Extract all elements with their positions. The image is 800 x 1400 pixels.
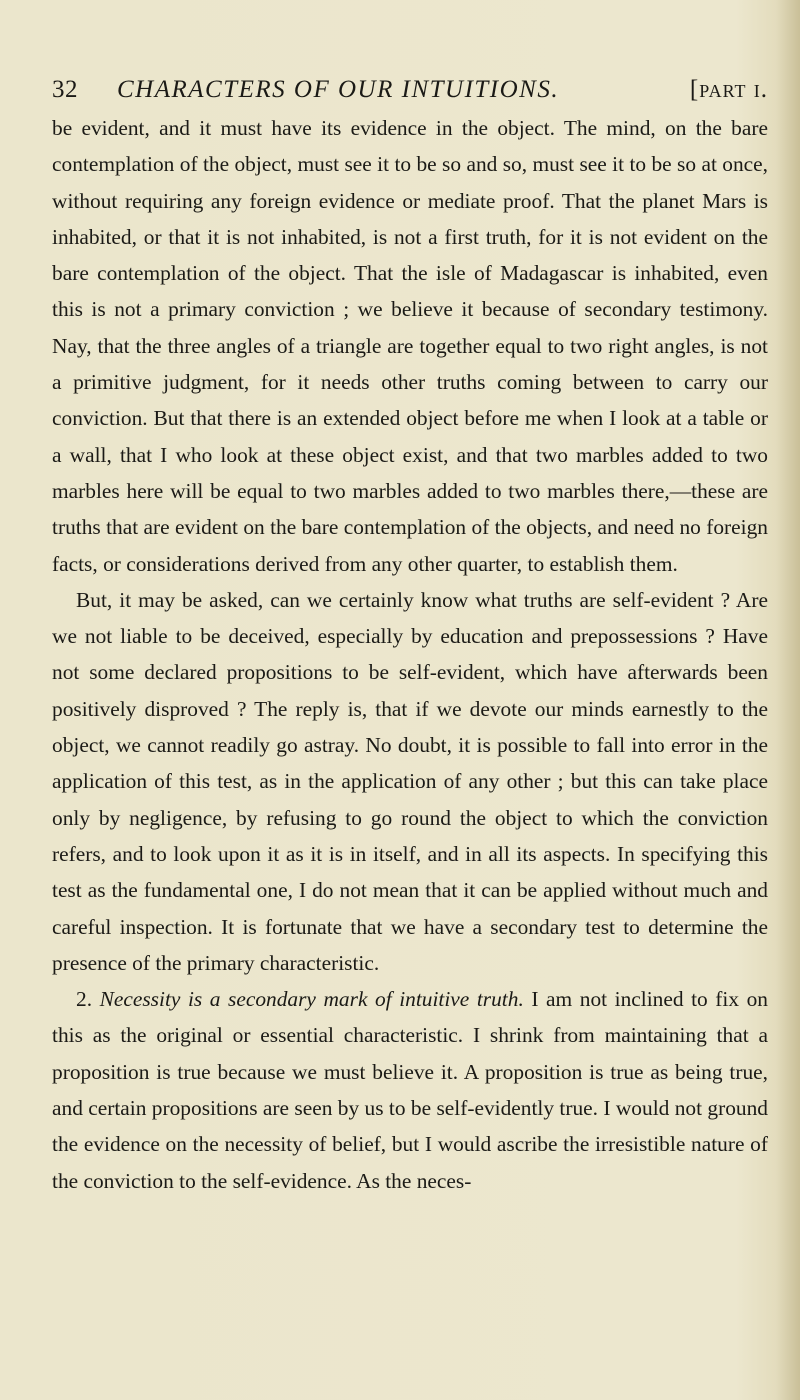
section-body: I am not inclined to fix on this as the original or essential characteristic. I shrink from maintaining that a proposition is true because we must believe it. A proposition is true as being true, and certain propositions are seen by us to be self-evidently true. I would not ground the evidence on the necessity of belief, but I would ascribe the irresistible nature of the conviction to the self-evidence. As the neces- — [52, 987, 768, 1193]
paragraph-self-evidence: But, it may be asked, can we certainly know what truths are self-evident ? Are we not liable to be deceived, especially by education and prepossessions ? Have not some declared propositions to be self-evident, which have afterwards been positively disproved ? The reply is, that if we devote our minds earnestly to the object, we cannot readily go astray. No doubt, it is possible to fall into error in the application of this test, as in the application of any other ; but this can take place only by negligence, by refusing to go round the object to which the conviction refers, and to look upon it as it is in itself, and in all its aspects. In specifying this test as the fundamental one, I do not mean that it can be applied without much and careful inspection. It is fortunate that we have a secondary test to determine the presence of the primary characteristic. — [52, 587, 768, 975]
section-number: 2. — [76, 987, 93, 1012]
part-label: [part i. — [689, 76, 768, 103]
body-text — [52, 110, 768, 1199]
page-number: 32 — [52, 76, 78, 103]
paragraph-necessity — [52, 981, 768, 1199]
running-header — [52, 76, 768, 112]
paragraph-continued: be evident, and it must have its evidence in the object. The mind, on the bare contemplation of the object, must see it to be so and so, must see it to be so at once, without requiring any foreign evidence or mediate proof. That the planet Mars is inhabited, or that it is not inhabited, is not a first truth, for it is not evident on the bare contemplation of the object. That the isle of Madagascar is inhabited, even this is not a primary conviction ; we believe it because of secondary testimony. Nay, that the three angles of a triangle are together equal to two right angles, is not a primitive judgment, for it needs other truths coming between to carry our conviction. But that there is an extended object before me when I look at a table or a wall, that I who look at these object exist, and that two marbles added to two marbles here will be equal to two marbles added to two marbles there,—these are truths that are evident on the bare contemplation of the objects, and need no foreign facts, or considerations derived from any other quarter, to establish them. — [52, 116, 768, 576]
section-heading: Necessity is a secondary mark of intuitive truth. — [99, 987, 524, 1012]
running-title: CHARACTERS OF OUR INTUITIONS. — [117, 76, 560, 103]
